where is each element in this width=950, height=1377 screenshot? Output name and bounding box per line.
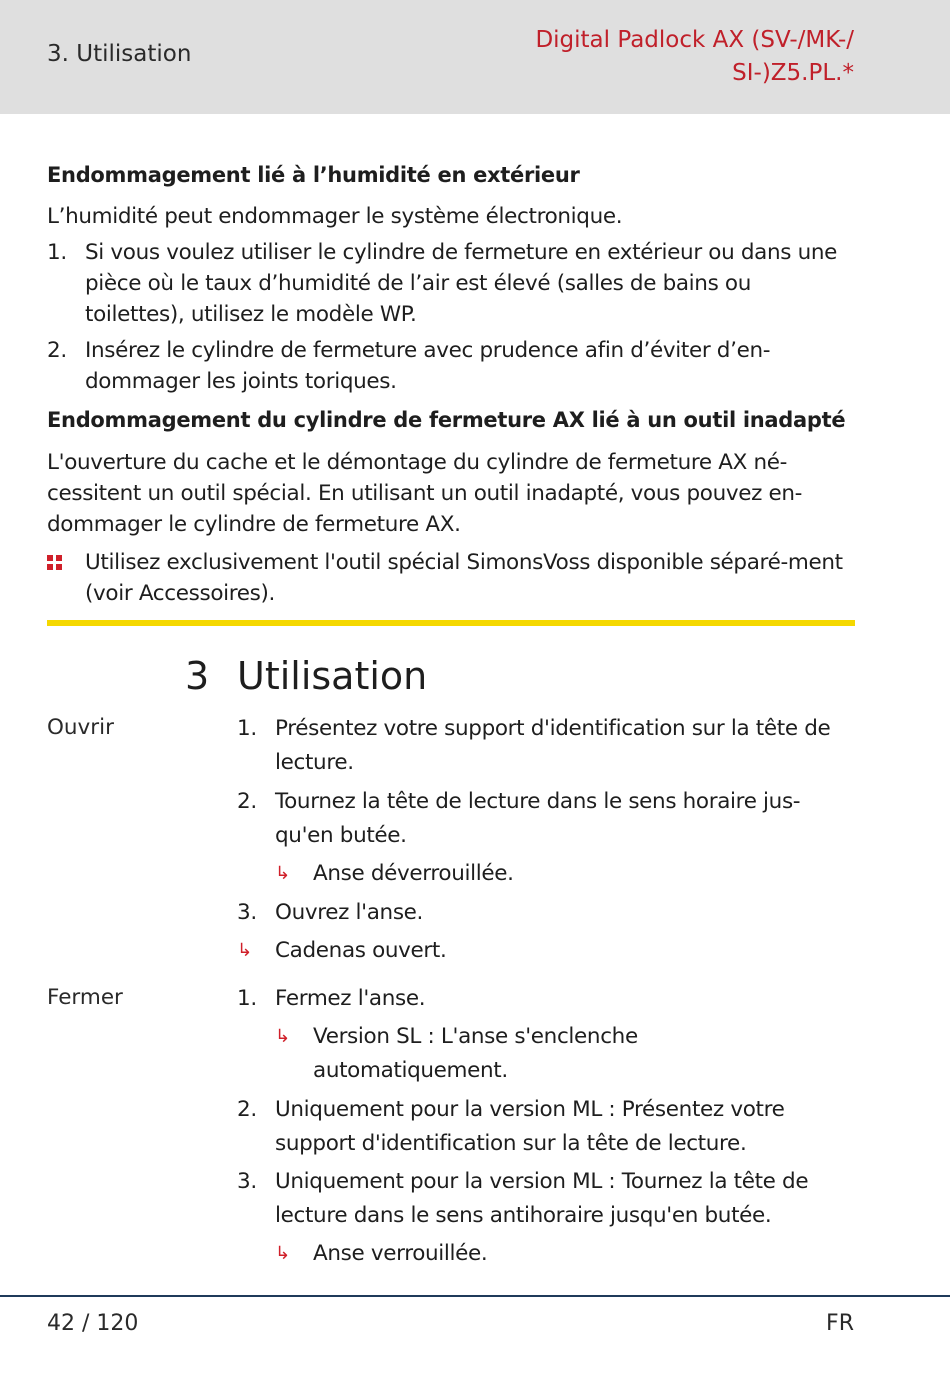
result-text: Anse verrouillée. [313,1241,488,1266]
step-number: 2. [237,789,257,814]
list-number: 2. [47,338,67,363]
list-text: Si vous voulez utiliser le cylindre de fermeture en extérieur ou dans une pièce où le taux d’humidité de l’air est élevé (salles de bains ou toilettes), utilisez le modèle WP. [85,240,838,327]
result-text: Version SL : L'anse s'enclenche automatiquement. [313,1024,638,1083]
close-step-2 [237,1093,855,1161]
language-code: FR [826,1311,854,1336]
warning-grid-icon [47,555,63,571]
result-arrow-icon: ↳ [237,940,252,961]
header-document-title [434,24,854,90]
tool-heading: Endommagement du cylindre de fermeture AX lié à un outil inadapté [47,408,846,432]
humidity-heading: Endommagement lié à l’humidité en extérieur [47,163,580,187]
tool-bullet [47,547,855,609]
close-label: Fermer [47,985,123,1010]
close-step-3-result [275,1237,855,1271]
step-text: Uniquement pour la version ML : Présentez votre support d'identification sur la tête de lecture. [275,1097,785,1156]
result-arrow-icon: ↳ [275,1243,290,1264]
result-text: Cadenas ouvert. [275,938,447,963]
open-label: Ouvrir [47,715,114,740]
chapter-title: Utilisation [237,654,428,698]
header-title-line1: Digital Padlock AX (SV-/MK-/ [535,27,854,53]
open-step-2-result [275,857,855,891]
result-arrow-icon: ↳ [275,863,290,884]
list-text: Insérez le cylindre de fermeture avec prudence afin d’éviter d’en-dommager les joints toriques. [85,338,771,394]
step-number: 3. [237,900,257,925]
footer-divider [0,1295,950,1297]
warning-divider [47,620,855,626]
result-text: Anse déverrouillée. [313,861,514,886]
result-arrow-icon: ↳ [275,1026,290,1047]
step-number: 3. [237,1169,257,1194]
header-title-line2: SI-)Z5.PL.* [732,60,854,86]
chapter-number: 3 [185,654,210,698]
close-step-1-result [275,1020,715,1088]
step-text: Présentez votre support d'identification sur la tête de lecture. [275,716,831,775]
step-text: Tournez la tête de lecture dans le sens horaire jus-qu'en butée. [275,789,801,848]
close-step-3 [237,1165,855,1233]
open-step-2 [237,785,855,853]
step-text: Ouvrez l'anse. [275,900,424,925]
open-step-1 [237,712,855,780]
step-number: 1. [237,716,257,741]
close-step-1 [237,982,855,1016]
humidity-item-2 [47,335,855,397]
list-number: 1. [47,240,67,265]
bullet-text: Utilisez exclusivement l'outil spécial SimonsVoss disponible séparé-ment (voir Accessoires). [85,550,843,606]
header-section-title: 3. Utilisation [47,41,192,67]
open-step-3 [237,896,855,930]
open-final-result [237,934,855,968]
humidity-item-1 [47,237,855,330]
step-number: 1. [237,986,257,1011]
tool-intro: L'ouverture du cache et le démontage du cylindre de fermeture AX né-cessitent un outil spécial. En utilisant un outil inadapté, vous pouvez en-dommager le cylindre de fermeture AX. [47,450,803,537]
step-text: Fermez l'anse. [275,986,426,1011]
page-number: 42 / 120 [47,1311,139,1336]
step-number: 2. [237,1097,257,1122]
humidity-intro: L’humidité peut endommager le système électronique. [47,204,623,229]
step-text: Uniquement pour la version ML : Tournez la tête de lecture dans le sens antihoraire jusqu'en butée. [275,1169,809,1228]
page-header [0,0,950,114]
